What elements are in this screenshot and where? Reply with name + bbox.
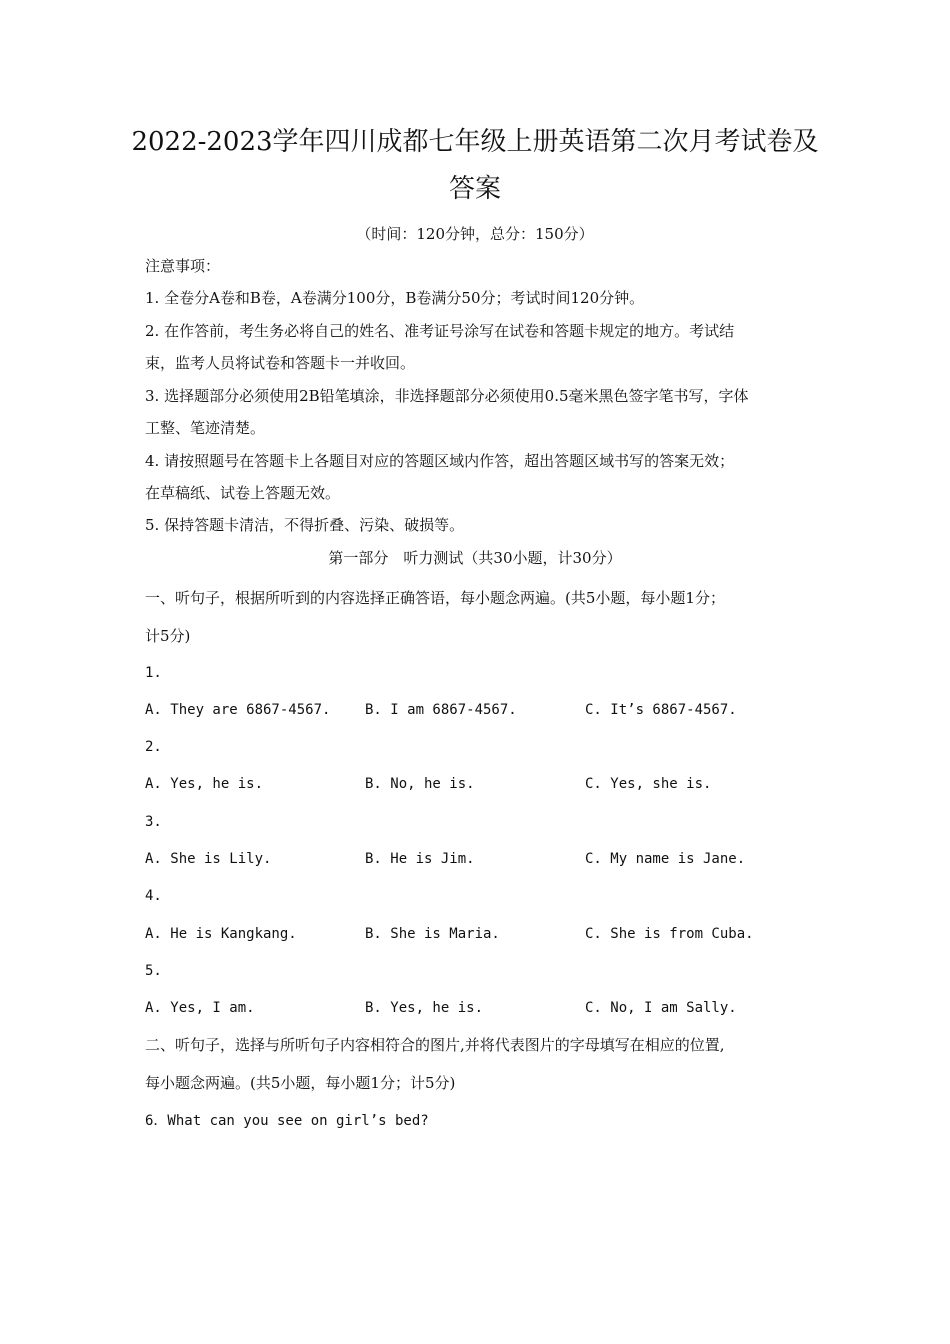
option-c: C. She is from Cuba. xyxy=(585,926,754,942)
part1-heading: 第一部分 听力测试（共30小题，计30分） xyxy=(328,549,622,567)
option-c: C. No, I am Sally. xyxy=(585,1000,737,1016)
option-a: A. He is Kangkang. xyxy=(145,926,297,942)
option-a: A. They are 6867-4567. xyxy=(145,702,331,718)
note-item: 4. 请按照题号在答题卡上各题目对应的答题区域内作答，超出答题区域书写的答案无效； xyxy=(145,452,735,470)
note-item: 工整、笔迹清楚。 xyxy=(145,419,266,437)
option-b: B. He is Jim. xyxy=(365,851,475,867)
question-number: 2. xyxy=(145,739,162,755)
option-a: A. Yes, I am. xyxy=(145,1000,255,1016)
section2-instruction: 二、听句子，选择与所听句子内容相符合的图片,并将代表图片的字母填写在相应的位置, xyxy=(145,1036,725,1054)
note-item: 束，监考人员将试卷和答题卡一并收回。 xyxy=(145,354,416,372)
note-item: 3. 选择题部分必须使用2B铅笔填涂，非选择题部分必须使用0.5毫米黑色签字笔书写，字体 xyxy=(145,387,749,405)
question-number: 5. xyxy=(145,963,162,979)
option-a: A. She is Lily. xyxy=(145,851,272,867)
notes-heading: 注意事项： xyxy=(145,257,221,275)
question-number: 3. xyxy=(145,814,162,830)
note-item: 2. 在作答前，考生务必将自己的姓名、准考证号涂写在试卷和答题卡规定的地方。考试结 xyxy=(145,322,735,340)
option-c: C. Yes, she is. xyxy=(585,776,712,792)
option-c: C. It’s 6867-4567. xyxy=(585,702,737,718)
option-b: B. No, he is. xyxy=(365,776,475,792)
document-title-line2: 答案 xyxy=(448,174,501,204)
note-item: 5. 保持答题卡清洁，不得折叠、污染、破损等。 xyxy=(145,516,465,534)
exam-info: （时间：120分钟，总分：150分） xyxy=(356,225,594,243)
section1-instruction: 一、听句子，根据所听到的内容选择正确答语，每小题念两遍。(共5小题，每小题1分； xyxy=(145,589,725,607)
option-b: B. I am 6867-4567. xyxy=(365,702,517,718)
note-item: 在草稿纸、试卷上答题无效。 xyxy=(145,484,341,502)
question-6-text: 6．What can you see on girl’s bed? xyxy=(145,1113,429,1129)
section2-instruction: 每小题念两遍。(共5小题，每小题1分；计5分) xyxy=(145,1074,456,1092)
option-c: C. My name is Jane. xyxy=(585,851,746,867)
option-b: B. Yes, he is. xyxy=(365,1000,484,1016)
option-b: B. She is Maria. xyxy=(365,926,500,942)
section1-instruction: 计5分) xyxy=(145,627,191,645)
question-number: 4. xyxy=(145,888,162,904)
note-item: 1. 全卷分A卷和B卷，A卷满分100分，B卷满分50分；考试时间120分钟。 xyxy=(145,289,645,307)
option-a: A. Yes, he is. xyxy=(145,776,264,792)
document-title-line1: 2022-2023学年四川成都七年级上册英语第二次月考试卷及 xyxy=(131,127,819,157)
question-number: 1. xyxy=(145,665,162,681)
